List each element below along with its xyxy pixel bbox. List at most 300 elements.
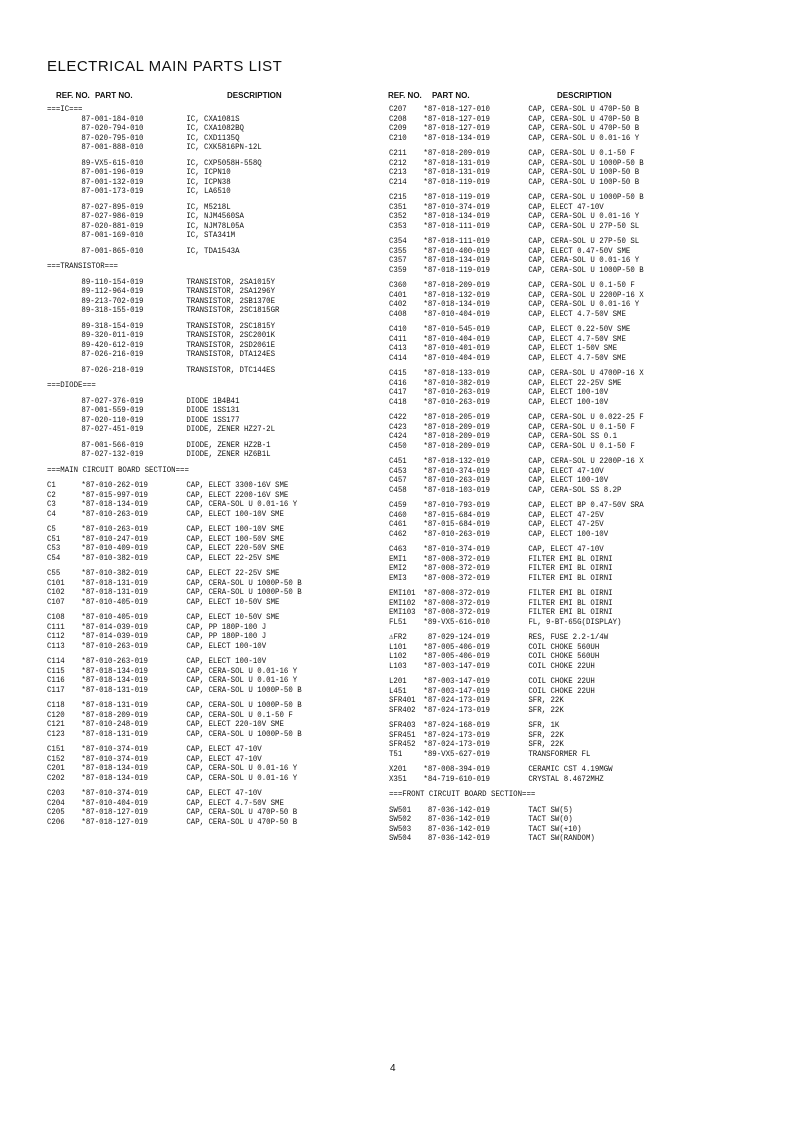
section-heading: ===MAIN CIRCUIT BOARD SECTION=== (47, 464, 189, 475)
description: TACT SW(5) (528, 804, 573, 815)
ref-no: EMI103 (389, 607, 416, 617)
description: DIODE 1B4B41 (186, 395, 240, 406)
description: CAP, CERA-SOL SS 0.1 (528, 431, 618, 441)
ref-no: C152 (47, 753, 65, 764)
part-no: *87-010-405-019 (81, 596, 148, 607)
description: CAP, ELECT BP 0.47-50V SRA (528, 500, 644, 510)
ref-no: C415 (389, 368, 407, 378)
part-no: 87-036-142-019 (423, 823, 490, 834)
part-no: *87-010-404-019 (423, 308, 490, 319)
part-no: *87-018-127-019 (81, 816, 148, 827)
part-no: *87-010-262-019 (81, 480, 148, 490)
description: CAP, ELECT 0.47-50V SME (528, 245, 631, 256)
ref-no: C422 (389, 412, 407, 422)
ref-no: C114 (47, 656, 65, 666)
part-no: *87-014-039-019 (81, 621, 148, 632)
description: CAP, CERA-SOL U 27P-50 SL (528, 220, 640, 231)
part-no: *87-018-119-019 (423, 192, 490, 202)
parts-row (389, 178, 644, 188)
part-no: *87-010-263-019 (423, 528, 490, 539)
part-no: 87-001-566-019 (81, 439, 144, 450)
description: CAP, ELECT 100-10V (186, 656, 267, 666)
description: IC, NJM4560SA (186, 211, 244, 221)
parts-row (389, 750, 644, 760)
part-no: *87-015-684-019 (423, 519, 490, 529)
description: CAP, ELECT 47-10V (186, 788, 262, 798)
description: CAP, ELECT 100-10V SME (186, 508, 284, 519)
ref-no: SFR452 (389, 739, 416, 749)
ref-no: C51 (47, 533, 61, 544)
part-no: *87-015-684-019 (423, 509, 490, 520)
description: SFR, 22K (528, 739, 564, 749)
part-no: *87-010-263-019 (81, 640, 148, 651)
part-no: *84-719-610-019 (423, 773, 490, 784)
ref-no: C352 (389, 211, 407, 221)
ref-no: C353 (389, 220, 407, 231)
description: CAP, CERA-SOL U 1000P-50 B (528, 157, 644, 168)
description: COIL CHOKE 22UH (528, 676, 595, 686)
part-no: *87-010-374-019 (81, 788, 148, 798)
ref-no: C102 (47, 587, 65, 597)
section-heading: ===IC=== (47, 104, 83, 114)
ref-no: C459 (389, 500, 407, 510)
description: DIODE, ZENER HZ6B1L (186, 449, 271, 459)
part-no: 87-001-132-019 (81, 176, 144, 187)
ref-no: C462 (389, 528, 407, 539)
description: CAP, CERA-SOL U 0.01-16 Y (186, 499, 298, 509)
parts-row (47, 306, 302, 316)
description: IC, ICPN10 (186, 167, 231, 177)
ref-no: C210 (389, 132, 407, 143)
ref-no: C117 (47, 684, 65, 695)
part-no: *87-018-111-019 (423, 220, 490, 231)
ref-no: C118 (47, 700, 65, 710)
description: CAP, CERA-SOL U 470P-50 B (186, 807, 298, 817)
description: IC, CXK5816PN-12L (186, 142, 262, 152)
parts-row (47, 642, 302, 652)
part-no: 87-001-196-019 (81, 167, 144, 177)
ref-no: SFR401 (389, 695, 416, 705)
ref-no: SW502 (389, 814, 412, 824)
part-no: 89-110-154-019 (81, 276, 144, 287)
ref-no: EMI101 (389, 588, 416, 598)
ref-no: C4 (47, 508, 56, 519)
right-parts-column (389, 105, 685, 844)
description: CAP, ELECT 22-25V SME (528, 377, 622, 388)
ref-no: C354 (389, 236, 407, 246)
parts-row (47, 598, 302, 608)
ref-no: C423 (389, 421, 407, 432)
part-no: 87-027-986-019 (81, 211, 144, 221)
description: TACT SW(0) (528, 814, 573, 824)
description: CAP, CERA-SOL U 0.01-16 Y (528, 132, 640, 143)
description: FILTER EMI BL OIRNI (528, 588, 613, 598)
description: CAP, CERA-SOL U 1000P-50 B (186, 684, 302, 695)
ref-no: C203 (47, 788, 65, 798)
description: CAP, ELECT 22-25V SME (186, 552, 280, 563)
description: CAP, ELECT 220-50V SME (186, 543, 284, 553)
ref-no: C209 (389, 123, 407, 133)
ref-no: C417 (389, 387, 407, 397)
left-parts-column (47, 105, 343, 827)
part-no: *87-010-404-019 (423, 333, 490, 344)
description: CAP, ELECT 10-50V SME (186, 612, 280, 622)
left-header-part: PART NO. (95, 91, 133, 100)
description: FILTER EMI BL OIRNI (528, 553, 613, 564)
parts-row (47, 510, 302, 520)
description: CAP, ELECT 1-50V SME (528, 343, 618, 353)
description: CAP, CERA-SOL U 0.01-16 Y (528, 255, 640, 265)
ref-no: C458 (389, 484, 407, 495)
part-no: *87-018-119-019 (423, 176, 490, 187)
description: FILTER EMI BL OIRNI (528, 607, 613, 617)
part-no: *87-010-374-019 (81, 753, 148, 764)
parts-row (389, 310, 644, 320)
parts-row (47, 366, 302, 376)
description: TRANSISTOR, 2SC1815GR (186, 305, 280, 315)
description: COIL CHOKE 22UH (528, 660, 595, 671)
part-no: *87-010-404-019 (423, 352, 490, 363)
ref-no: C113 (47, 640, 65, 651)
part-no: *87-010-545-019 (423, 324, 490, 334)
parts-row (389, 442, 644, 452)
description: COIL CHOKE 22UH (528, 685, 595, 696)
part-no: *87-015-997-019 (81, 489, 148, 500)
description: CAP, CERA-SOL U 0.01-16 Y (186, 665, 298, 676)
description: IC, NJM78L05A (186, 220, 244, 231)
description: CAP, CERA-SOL U 0.01-16 Y (186, 675, 298, 685)
part-no: *87-018-127-019 (81, 807, 148, 817)
description: CAP, ELECT 3300-16V SME (186, 480, 289, 490)
parts-row (47, 231, 302, 241)
ref-no: C205 (47, 807, 65, 817)
ref-no: C402 (389, 299, 407, 309)
ref-no: C463 (389, 544, 407, 554)
description: TRANSFORMER FL (528, 748, 591, 759)
part-no: *87-010-263-019 (81, 508, 148, 519)
ref-no: C101 (47, 577, 65, 588)
part-no: 87-001-184-010 (81, 113, 144, 124)
part-no: 87-001-559-019 (81, 405, 144, 415)
ref-no: C416 (389, 377, 407, 388)
description: CAP, PP 180P-100 J (186, 631, 267, 641)
ref-no: SFR402 (389, 704, 416, 715)
ref-no: EMI102 (389, 597, 416, 608)
ref-no: SFR451 (389, 729, 416, 740)
ref-no: EMI2 (389, 563, 407, 573)
part-no: *87-024-173-019 (423, 695, 490, 705)
part-no: *87-010-248-019 (81, 719, 148, 729)
ref-no: L101 (389, 641, 407, 652)
description: TRANSISTOR, 2SC1815Y (186, 320, 276, 331)
part-no: *87-018-209-019 (423, 440, 490, 451)
description: CAP, CERA-SOL U 470P-50 B (528, 123, 640, 133)
description: IC, CXD1135Q (186, 132, 240, 143)
part-no: 87-036-142-019 (423, 804, 490, 815)
part-no: *87-018-134-019 (423, 211, 490, 221)
part-no: *87-010-374-019 (423, 544, 490, 554)
part-no: 87-026-216-019 (81, 349, 144, 359)
description: CAP, CERA-SOL U 0.1-50 F (528, 280, 635, 290)
part-no: *87-010-374-019 (81, 744, 148, 754)
part-no: 87-029-124-019 (423, 632, 490, 642)
part-no: *87-014-039-019 (81, 631, 148, 641)
description: CAP, CERA-SOL SS 8.2P (528, 484, 622, 495)
description: CAP, ELECT 47-10V (528, 201, 604, 212)
part-no: *87-010-374-019 (423, 201, 490, 212)
description: CAP, CERA-SOL U 100P-50 B (528, 167, 640, 177)
part-no: *87-018-134-019 (423, 299, 490, 309)
ref-no: C108 (47, 612, 65, 622)
ref-no: C112 (47, 631, 65, 641)
ref-no: C418 (389, 396, 407, 407)
description: CAP, ELECT 4.7-50V SME (528, 333, 626, 344)
part-no: *87-003-147-019 (423, 685, 490, 696)
description: CAP, ELECT 100-10V (528, 387, 609, 397)
ref-no: C351 (389, 201, 407, 212)
description: TRANSISTOR, 2SA1296Y (186, 286, 276, 296)
parts-row (47, 247, 302, 257)
ref-no: C360 (389, 280, 407, 290)
ref-no: C359 (389, 264, 407, 275)
ref-no: SW503 (389, 823, 412, 834)
description: CAP, ELECT 47-25V (528, 519, 604, 529)
parts-row (389, 706, 644, 716)
part-no: 89-320-011-019 (81, 330, 144, 340)
part-no: 87-001-173-019 (81, 186, 144, 196)
part-no: 87-020-795-010 (81, 132, 144, 143)
part-no: *87-018-209-019 (423, 148, 490, 158)
part-no: 87-027-376-019 (81, 395, 144, 406)
part-no: *87-018-131-019 (81, 728, 148, 739)
description: CAP, CERA-SOL U 470P-50 B (528, 113, 640, 124)
ref-no: C453 (389, 465, 407, 476)
part-no: *87-008-372-019 (423, 588, 490, 598)
page-number: 4 (390, 1063, 396, 1074)
description: CAP, CERA-SOL U 0.01-16 Y (528, 211, 640, 221)
description: SFR, 1K (528, 720, 560, 730)
description: SFR, 22K (528, 704, 564, 715)
description: CAP, ELECT 4.7-50V SME (186, 797, 284, 808)
part-no: *87-018-131-019 (81, 684, 148, 695)
description: DIODE, ZENER HZ2B-1 (186, 439, 271, 450)
description: CAP, ELECT 100-10V (528, 396, 609, 407)
part-no: *87-018-131-019 (81, 700, 148, 710)
description: CAP, CERA-SOL U 0.01-16 Y (186, 763, 298, 773)
description: CAP, ELECT 100-10V (528, 475, 609, 485)
ref-no: C408 (389, 308, 407, 319)
description: DIODE 1SS131 (186, 405, 240, 415)
part-no: 87-020-881-019 (81, 220, 144, 231)
part-no: *87-024-168-019 (423, 720, 490, 730)
part-no: 89-318-154-019 (81, 320, 144, 331)
section-heading: ===TRANSISTOR=== (47, 261, 118, 271)
part-no: *87-008-372-019 (423, 607, 490, 617)
part-no: *87-024-173-019 (423, 704, 490, 715)
ref-no: ⚠FR2 (389, 632, 407, 642)
description: CAP, CERA-SOL U 0.01-16 Y (186, 772, 298, 783)
part-no: 87-001-888-010 (81, 142, 144, 152)
part-no: 89-213-702-019 (81, 295, 144, 306)
parts-row (47, 187, 302, 197)
part-no: *87-010-247-019 (81, 533, 148, 544)
ref-no: C208 (389, 113, 407, 124)
parts-row (47, 818, 302, 828)
description: CAP, CERA-SOL U 0.1-50 F (186, 709, 293, 720)
description: DIODE, ZENER HZ27-2L (186, 424, 276, 434)
part-no: *87-010-400-019 (423, 245, 490, 256)
part-no: *87-018-209-019 (423, 280, 490, 290)
part-no: 87-020-794-010 (81, 123, 144, 133)
description: CAP, CERA-SOL U 470P-50 B (528, 104, 640, 114)
description: IC, CXA1081S (186, 113, 240, 124)
part-no: *87-018-127-019 (423, 113, 490, 124)
description: CAP, CERA-SOL U 1000P-50 B (186, 577, 302, 588)
part-no: *87-018-131-019 (423, 167, 490, 177)
part-no: 89-318-155-019 (81, 305, 144, 315)
part-no: 87-001-865-010 (81, 245, 144, 256)
parts-row (47, 425, 302, 435)
ref-no: C115 (47, 665, 65, 676)
description: CAP, ELECT 100-10V (528, 528, 609, 539)
part-no: *87-008-372-019 (423, 572, 490, 583)
ref-no: EMI3 (389, 572, 407, 583)
part-no: *87-018-205-019 (423, 412, 490, 422)
right-header-desc: DESCRIPTION (557, 91, 612, 100)
ref-no: C355 (389, 245, 407, 256)
ref-no: C201 (47, 763, 65, 773)
parts-row (47, 143, 302, 153)
part-no: 87-001-169-010 (81, 230, 144, 240)
part-no: *87-018-134-019 (423, 132, 490, 143)
description: CAP, CERA-SOL U 470P-50 B (186, 816, 298, 827)
left-header-ref: REF. NO. (56, 91, 90, 100)
part-no: *87-018-131-019 (81, 587, 148, 597)
description: CAP, CERA-SOL U 1000P-50 B (186, 700, 302, 710)
description: TRANSISTOR, DTC144ES (186, 364, 276, 375)
description: CAP, ELECT 22-25V SME (186, 568, 280, 578)
parts-row (389, 618, 644, 628)
description: TRANSISTOR, 2SD2061E (186, 339, 276, 350)
description: COIL CHOKE 560UH (528, 641, 600, 652)
parts-row (389, 398, 644, 408)
parts-row (389, 530, 644, 540)
ref-no: C123 (47, 728, 65, 739)
ref-no: C111 (47, 621, 65, 632)
parts-row (389, 662, 644, 672)
description: SFR, 22K (528, 695, 564, 705)
parts-row (47, 450, 302, 460)
part-no: *87-010-793-019 (423, 500, 490, 510)
part-no: *87-010-263-019 (423, 475, 490, 485)
part-no: *87-018-119-019 (423, 264, 490, 275)
description: CAP, ELECT 47-10V (186, 744, 262, 754)
description: TRANSISTOR, 2SB1370E (186, 295, 276, 306)
description: TRANSISTOR, DTA124ES (186, 349, 276, 359)
ref-no: C451 (389, 456, 407, 466)
right-header-part: PART NO. (432, 91, 470, 100)
ref-no: C207 (389, 104, 407, 114)
ref-no: C1 (47, 480, 56, 490)
description: CAP, ELECT 0.22-50V SME (528, 324, 631, 334)
parts-row (389, 834, 644, 844)
part-no: 87-027-451-019 (81, 424, 144, 434)
description: IC, CXA1082BQ (186, 123, 244, 133)
ref-no: X351 (389, 773, 407, 784)
ref-no: C116 (47, 675, 65, 685)
description: CAP, ELECT 4.7-50V SME (528, 308, 626, 319)
parts-row (389, 486, 644, 496)
part-no: 87-027-895-019 (81, 201, 144, 212)
ref-no: C151 (47, 744, 65, 754)
part-no: *87-010-409-019 (81, 543, 148, 553)
part-no: *87-005-406-019 (423, 641, 490, 652)
part-no: 87-036-142-019 (423, 833, 490, 843)
description: CAP, ELECT 47-25V (528, 509, 604, 520)
part-no: *87-018-134-019 (81, 665, 148, 676)
parts-row (47, 774, 302, 784)
description: IC, CXP5058H-558Q (186, 157, 262, 168)
description: CAP, CERA-SOL U 2200P-16 X (528, 456, 644, 466)
part-no: *87-018-127-019 (423, 123, 490, 133)
part-no: *89-VX5-627-019 (423, 748, 490, 759)
part-no: 87-027-132-019 (81, 449, 144, 459)
description: TACT SW(RANDOM) (528, 833, 595, 843)
part-no: *87-018-134-019 (81, 675, 148, 685)
description: RES, FUSE 2.2-1/4W (528, 632, 609, 642)
section-heading: ===DIODE=== (47, 380, 96, 390)
description: CERAMIC CST 4.19MGW (528, 764, 613, 774)
ref-no: SFR403 (389, 720, 416, 730)
ref-no: C120 (47, 709, 65, 720)
description: CAP, CERA-SOL U 100P-50 B (528, 176, 640, 187)
description: TACT SW(+10) (528, 823, 582, 834)
description: CAP, CERA-SOL U 1000P-50 B (186, 587, 302, 597)
ref-no: C460 (389, 509, 407, 520)
description: CAP, CERA-SOL U 2200P-16 X (528, 289, 644, 300)
part-no: *87-010-263-019 (423, 396, 490, 407)
part-no: 89-112-964-019 (81, 286, 144, 296)
part-no: *87-018-127-010 (423, 104, 490, 114)
description: CAP, CERA-SOL U 1000P-50 B (186, 728, 302, 739)
ref-no: FL51 (389, 616, 407, 627)
description: CAP, CERA-SOL U 0.1-50 F (528, 421, 635, 432)
part-no: *87-003-147-019 (423, 660, 490, 671)
description: COIL CHOKE 560UH (528, 651, 600, 661)
part-no: *87-018-134-019 (81, 499, 148, 509)
parts-row (389, 354, 644, 364)
part-no: *87-010-404-019 (81, 797, 148, 808)
ref-no: SW501 (389, 804, 412, 815)
part-no: *87-018-133-019 (423, 368, 490, 378)
description: CAP, CERA-SOL U 0.022-25 F (528, 412, 644, 422)
ref-no: C215 (389, 192, 407, 202)
ref-no: C3 (47, 499, 56, 509)
ref-no: EMI1 (389, 553, 407, 564)
description: CAP, PP 180P-100 J (186, 621, 267, 632)
part-no: *87-008-372-019 (423, 553, 490, 564)
ref-no: C202 (47, 772, 65, 783)
description: CAP, CERA-SOL U 27P-50 SL (528, 236, 640, 246)
part-no: *87-008-394-019 (423, 764, 490, 774)
left-header-desc: DESCRIPTION (227, 91, 282, 100)
ref-no: C457 (389, 475, 407, 485)
ref-no: T51 (389, 748, 403, 759)
description: CRYSTAL 8.4672MHZ (528, 773, 604, 784)
description: FILTER EMI BL OIRNI (528, 563, 613, 573)
ref-no: C461 (389, 519, 407, 529)
ref-no: L451 (389, 685, 407, 696)
